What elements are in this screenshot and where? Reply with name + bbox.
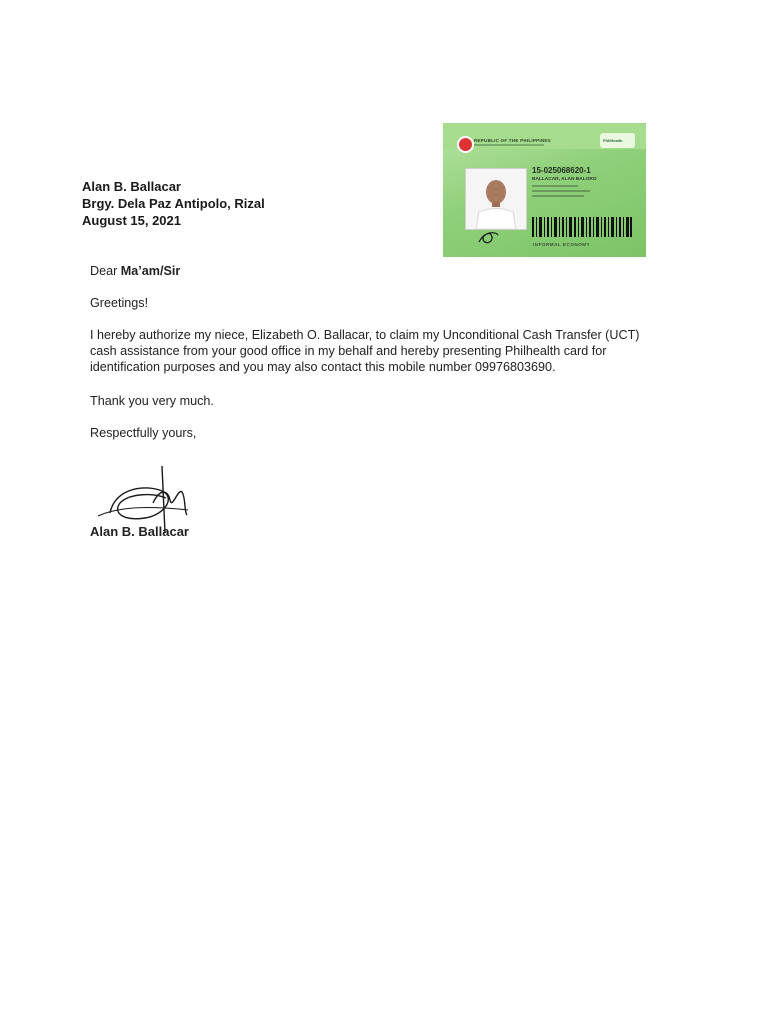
card-signature [476, 227, 502, 247]
id-detail-line [532, 190, 590, 192]
id-photo [465, 168, 527, 230]
philhealth-id-card [443, 123, 646, 257]
id-holder-name: BALLACAR, ALAN BALORO [532, 177, 597, 182]
card-header-text: REPUBLIC OF THE PHILIPPINES [474, 138, 551, 143]
philhealth-logo-text: PhilHealth [603, 138, 623, 143]
letter-date: August 15, 2021 [82, 213, 181, 228]
closing-line: Respectfully yours, [90, 426, 197, 440]
barcode [532, 217, 632, 237]
sender-name: Alan B. Ballacar [82, 179, 181, 194]
sender-address: Brgy. Dela Paz Antipolo, Rizal [82, 196, 265, 211]
signature-name: Alan B. Ballacar [90, 524, 189, 539]
id-detail-line [532, 195, 584, 197]
id-detail-line [532, 185, 578, 187]
authorization-paragraph: I hereby authorize my niece, Elizabeth O. Ballacar, to claim my Unconditional Cash Transfer (UCT) cash assistance from your good office in my behalf and hereby presenting Philhealth card for identification purposes and you may also contact this mobile number 09976803690. [90, 328, 640, 374]
sender-block [82, 178, 265, 229]
card-footer: INFORMAL ECONOMY [533, 242, 591, 247]
salutation-prefix: Dear [90, 264, 121, 278]
salutation-name: Ma’am/Sir [120, 264, 181, 278]
salutation [90, 263, 180, 279]
seal-icon [457, 136, 474, 153]
thanks-line: Thank you very much. [90, 394, 214, 408]
card-subheader-line [474, 144, 544, 146]
greetings-line: Greetings! [90, 296, 149, 310]
id-number: 15-025068620-1 [532, 166, 591, 175]
